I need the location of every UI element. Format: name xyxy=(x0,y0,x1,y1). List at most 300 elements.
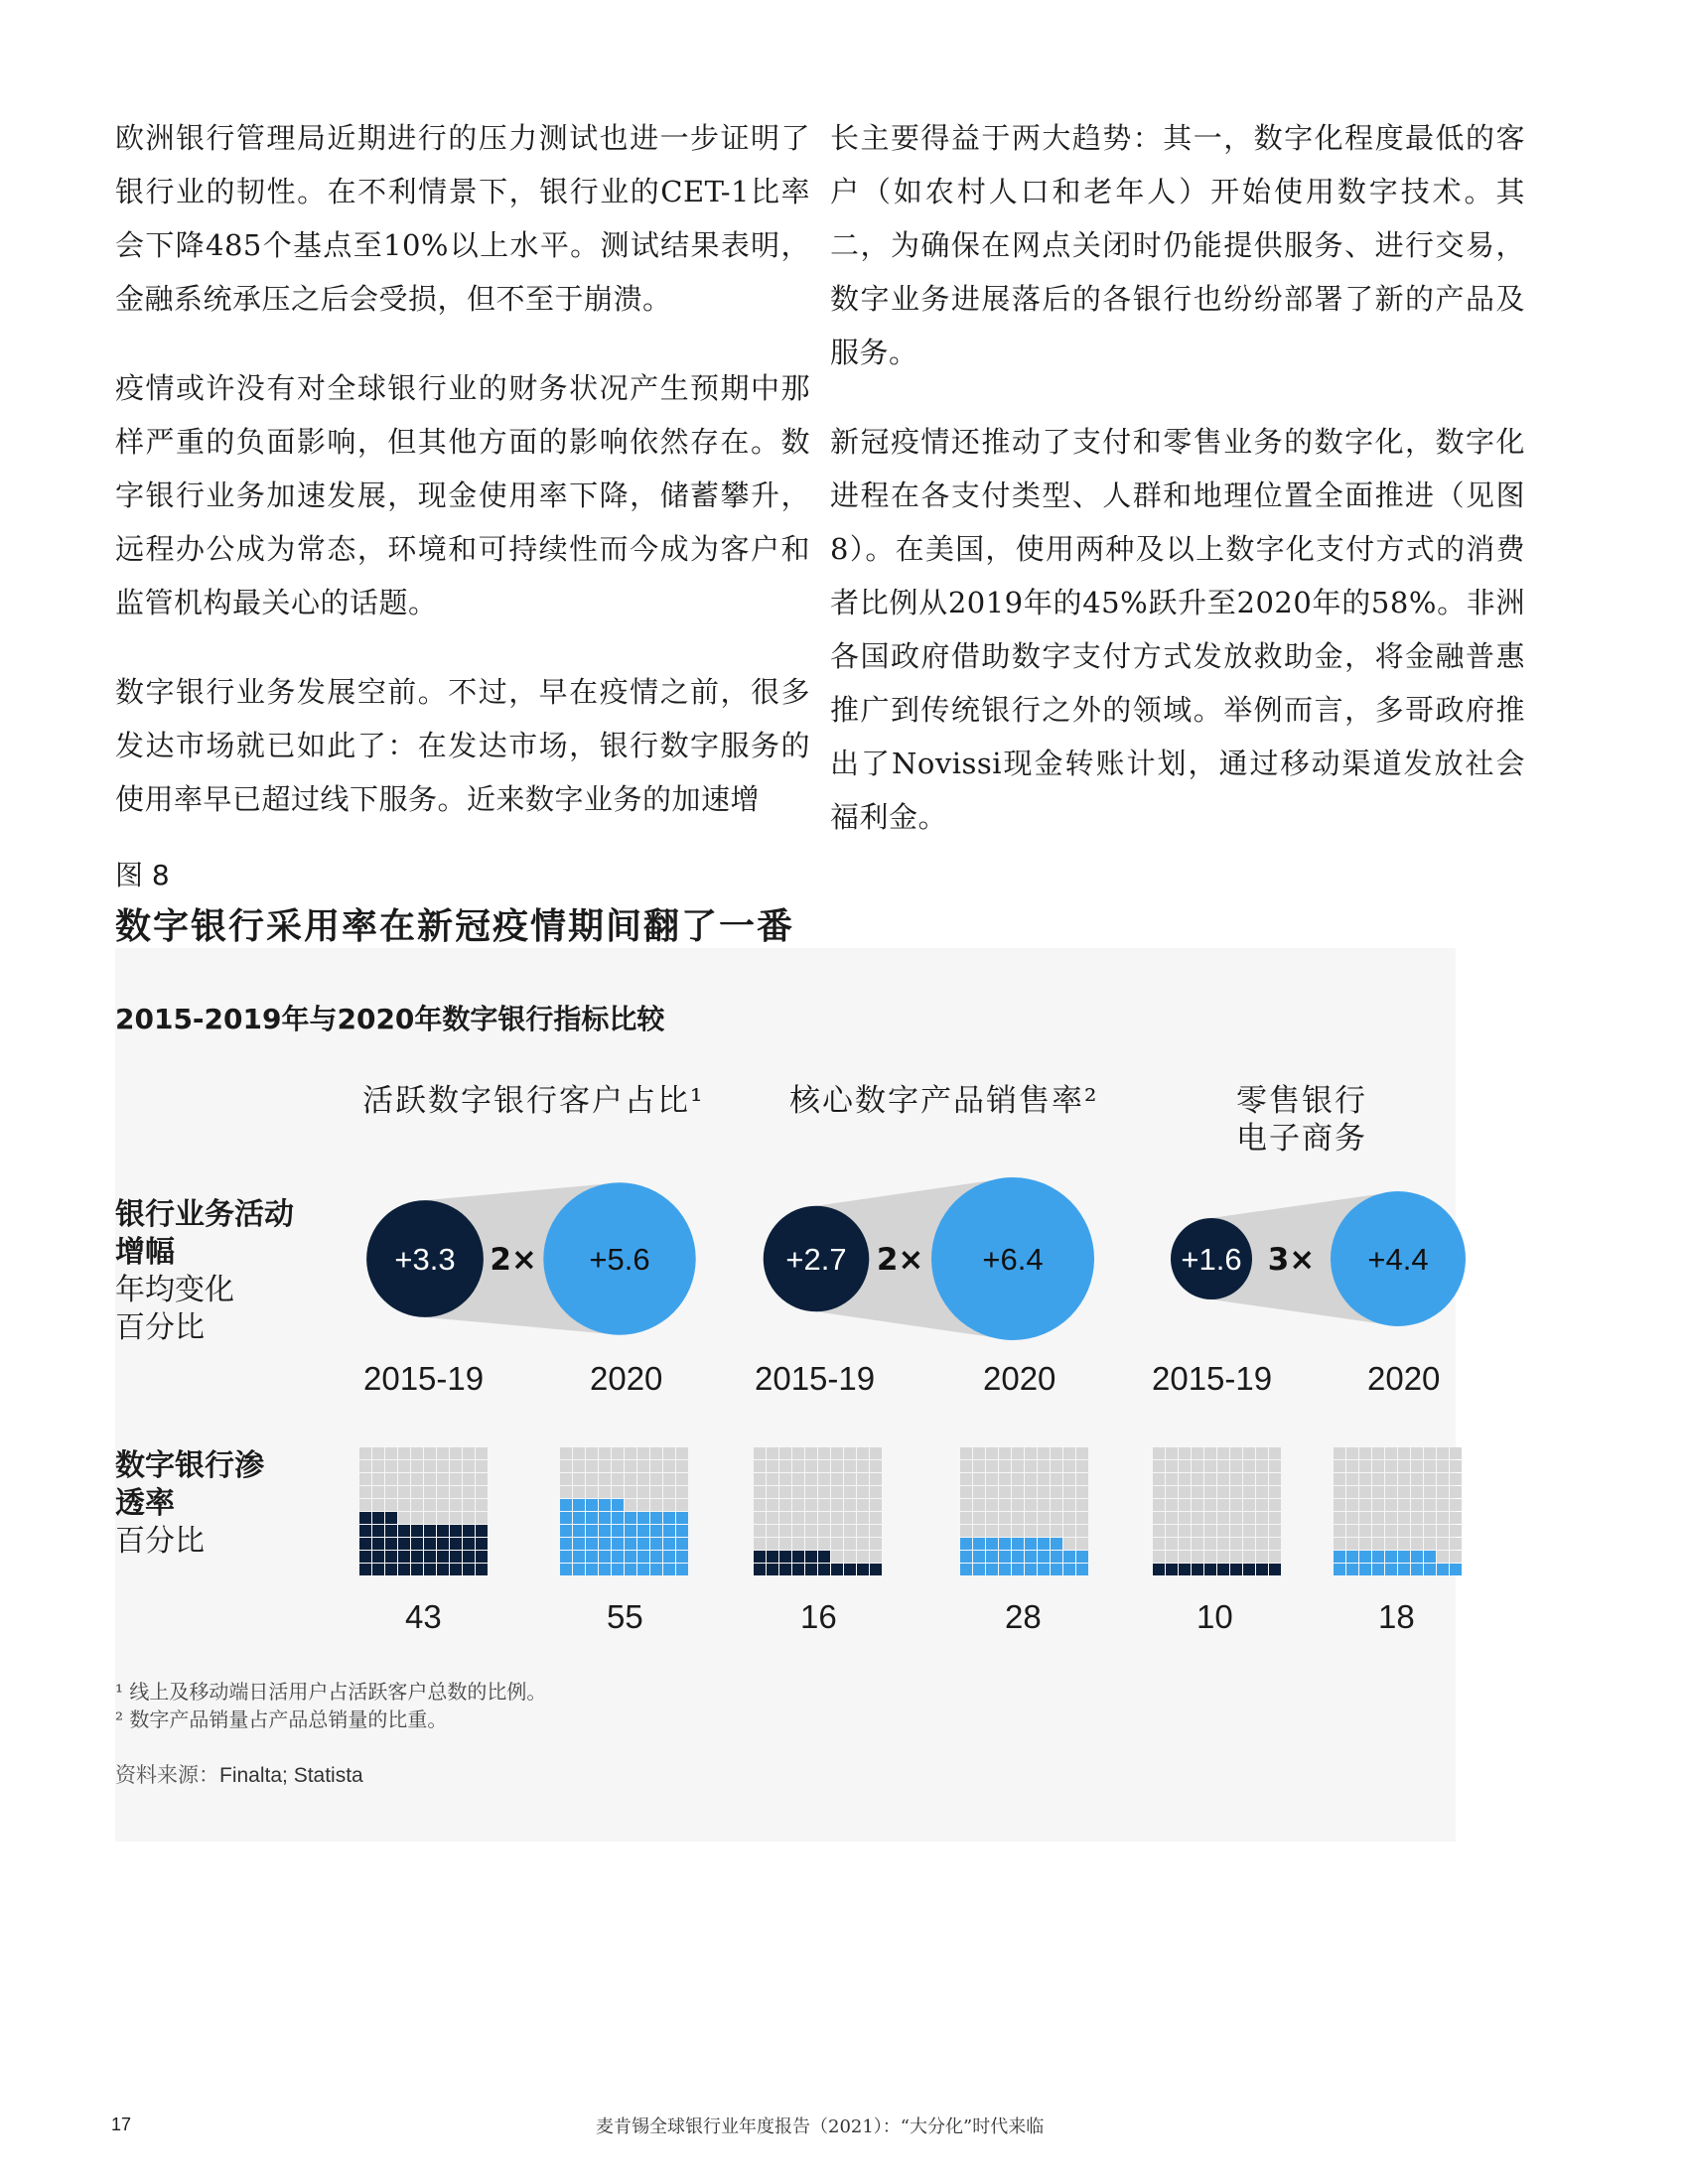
waffle-cell-empty xyxy=(1385,1499,1397,1511)
waffle-cell-empty xyxy=(560,1486,572,1498)
waffle-cell-empty xyxy=(1243,1473,1255,1485)
waffle-cell-filled xyxy=(411,1538,423,1550)
waffle-cell-empty xyxy=(411,1512,423,1524)
waffle-cell-empty xyxy=(1063,1499,1075,1511)
waffle-cell-filled xyxy=(637,1512,649,1524)
waffle-cell-filled xyxy=(612,1564,624,1575)
waffle-cell-empty xyxy=(818,1499,830,1511)
waffle-cell-empty xyxy=(792,1525,804,1537)
waffle-cell-filled xyxy=(1012,1538,1024,1550)
waffle-cell-empty xyxy=(805,1499,817,1511)
waffle-cell-empty xyxy=(1372,1499,1384,1511)
chart-subtitle: 2015-2019年与2020年数字银行指标比较 xyxy=(115,1003,665,1035)
waffle-cell-empty xyxy=(973,1460,985,1472)
waffle-cell-empty xyxy=(857,1460,869,1472)
waffle-cell-empty xyxy=(870,1538,882,1550)
waffle-cell-empty xyxy=(1385,1486,1397,1498)
waffle-cell-empty xyxy=(1359,1499,1371,1511)
waffle-cell-empty xyxy=(779,1473,791,1485)
source-names: Finalta; Statista xyxy=(219,1764,363,1787)
waffle-cell-empty xyxy=(1179,1538,1191,1550)
row-label-bold: 透率 xyxy=(115,1486,175,1521)
waffle-cell-filled xyxy=(599,1564,611,1575)
waffle-cell-filled xyxy=(424,1564,436,1575)
waffle-cell-filled xyxy=(463,1564,475,1575)
waffle-cell-empty xyxy=(586,1460,598,1472)
waffle-cell-empty xyxy=(805,1460,817,1472)
growth-value-label: +3.3 xyxy=(394,1242,456,1277)
waffle-cell-filled xyxy=(986,1564,998,1575)
waffle-cell-filled xyxy=(1437,1564,1449,1575)
waffle-cell-empty xyxy=(1012,1460,1024,1472)
header-line: 零售银行 xyxy=(1236,1083,1367,1119)
waffle-cell-empty xyxy=(1192,1460,1203,1472)
waffle-cell-empty xyxy=(870,1473,882,1485)
waffle-cell-filled xyxy=(424,1551,436,1563)
waffle-cell-empty xyxy=(1359,1460,1371,1472)
waffle-cell-empty xyxy=(779,1538,791,1550)
waffle-cell-empty xyxy=(960,1460,972,1472)
waffle-cell-empty xyxy=(986,1460,998,1472)
waffle-cell-empty xyxy=(960,1525,972,1537)
waffle-cell-empty xyxy=(1038,1499,1050,1511)
waffle-cell-filled xyxy=(1076,1564,1088,1575)
waffle-cell-empty xyxy=(986,1499,998,1511)
waffle-cell-empty xyxy=(1204,1447,1216,1459)
waffle-cell-empty xyxy=(1025,1447,1037,1459)
waffle-cell-filled xyxy=(385,1564,397,1575)
waffle-cell-empty xyxy=(1166,1551,1178,1563)
waffle-cell-empty xyxy=(870,1499,882,1511)
waffle-cell-filled xyxy=(1025,1564,1037,1575)
row-label-penetration xyxy=(115,1447,264,1561)
row-label-bold: 增幅 xyxy=(115,1235,175,1270)
waffle-cell-empty xyxy=(754,1460,766,1472)
waffle-cell-empty xyxy=(1256,1525,1268,1537)
waffle-cell-empty xyxy=(792,1486,804,1498)
footnote: ¹ 线上及移动端日活用户占活跃客户总数的比例。 xyxy=(115,1680,547,1704)
waffle-cell-filled xyxy=(663,1538,675,1550)
waffle-cell-filled xyxy=(1359,1551,1371,1563)
waffle-cell-filled xyxy=(586,1551,598,1563)
waffle-cell-empty xyxy=(1025,1512,1037,1524)
waffle-cell-filled xyxy=(1334,1551,1345,1563)
waffle-cell-empty xyxy=(663,1473,675,1485)
header-line: 核心数字产品销售率² xyxy=(789,1083,1099,1119)
waffle-cell-filled xyxy=(372,1564,384,1575)
waffle-cell-empty xyxy=(1166,1447,1178,1459)
waffle-cell-empty xyxy=(1153,1512,1165,1524)
waffle-cell-filled xyxy=(1424,1551,1436,1563)
waffle-cell-empty xyxy=(1411,1486,1423,1498)
waffle-cell-empty xyxy=(1398,1460,1410,1472)
waffle-cell-empty xyxy=(986,1512,998,1524)
waffle-cell-empty xyxy=(1230,1460,1242,1472)
waffle-cell-filled xyxy=(385,1512,397,1524)
waffle-cell-empty xyxy=(754,1538,766,1550)
waffle-cell-empty xyxy=(625,1447,636,1459)
waffle-cell-empty xyxy=(844,1499,856,1511)
waffle-cell-empty xyxy=(450,1512,462,1524)
waffle-cell-filled xyxy=(1359,1564,1371,1575)
waffle-cell-empty xyxy=(792,1512,804,1524)
waffle-cell-filled xyxy=(586,1525,598,1537)
waffle-cell-empty xyxy=(844,1473,856,1485)
waffle-cell-filled xyxy=(450,1538,462,1550)
waffle-cell-empty xyxy=(818,1538,830,1550)
waffle-cell-empty xyxy=(586,1473,598,1485)
waffle-cell-empty xyxy=(372,1486,384,1498)
waffle-cell-empty xyxy=(1372,1525,1384,1537)
waffle-cell-empty xyxy=(1166,1460,1178,1472)
waffle-cell-empty xyxy=(1230,1538,1242,1550)
waffle-cell-filled xyxy=(779,1564,791,1575)
waffle-cell-empty xyxy=(411,1486,423,1498)
waffle-cell-empty xyxy=(767,1525,778,1537)
waffle-cell-filled xyxy=(818,1564,830,1575)
waffle-cell-empty xyxy=(792,1460,804,1472)
waffle-cell-filled xyxy=(870,1564,882,1575)
waffle-cell-empty xyxy=(1450,1551,1462,1563)
waffle-cell-filled xyxy=(1411,1564,1423,1575)
waffle-cell-empty xyxy=(767,1473,778,1485)
waffle-cell-filled xyxy=(385,1538,397,1550)
waffle-cell-empty xyxy=(1217,1512,1229,1524)
waffle-cell-empty xyxy=(767,1460,778,1472)
waffle-cell-filled xyxy=(385,1551,397,1563)
waffle-cell-empty xyxy=(1076,1538,1088,1550)
waffle-cell-empty xyxy=(612,1460,624,1472)
waffle-cell-filled xyxy=(359,1564,371,1575)
waffle-cell-empty xyxy=(831,1499,843,1511)
waffle-cell-empty xyxy=(1076,1525,1088,1537)
waffle-cell-empty xyxy=(870,1512,882,1524)
growth-value-label: +1.6 xyxy=(1181,1242,1242,1277)
waffle-cell-filled xyxy=(476,1551,488,1563)
waffle-cell-filled xyxy=(450,1551,462,1563)
multiplier-label: 2× xyxy=(490,1242,537,1278)
waffle-cell-filled xyxy=(424,1525,436,1537)
paragraph: 数字银行业务发展空前。不过，早在疫情之前，很多发达市场就已如此了：在发达市场，银行数字服务的使用率早已超过线下服务。近来数字业务的加速增 xyxy=(115,675,810,816)
waffle-cell-empty xyxy=(1346,1473,1358,1485)
waffle-cell-filled xyxy=(573,1512,585,1524)
waffle-cell-empty xyxy=(1204,1538,1216,1550)
waffle-cell-empty xyxy=(1424,1499,1436,1511)
waffle-cell-empty xyxy=(1153,1551,1165,1563)
waffle-cell-filled xyxy=(676,1525,688,1537)
waffle-cell-filled xyxy=(1450,1564,1462,1575)
waffle-cell-empty xyxy=(767,1486,778,1498)
waffle-cell-filled xyxy=(1051,1564,1062,1575)
waffle-cell-empty xyxy=(805,1473,817,1485)
waffle-cell-empty xyxy=(424,1460,436,1472)
waffle-cell-filled xyxy=(612,1525,624,1537)
waffle-cell-filled xyxy=(437,1551,449,1563)
waffle-cell-empty xyxy=(1192,1499,1203,1511)
waffle-cell-empty xyxy=(1398,1525,1410,1537)
waffle-cell-empty xyxy=(973,1486,985,1498)
waffle-cell-empty xyxy=(398,1486,410,1498)
waffle-cell-empty xyxy=(960,1447,972,1459)
waffle-cell-empty xyxy=(1153,1525,1165,1537)
waffle-cell-empty xyxy=(1334,1447,1345,1459)
waffle-cell-empty xyxy=(637,1486,649,1498)
waffle-cell-empty xyxy=(1025,1499,1037,1511)
period-label: 2020 xyxy=(590,1360,663,1397)
waffle-cell-empty xyxy=(437,1499,449,1511)
waffle-cell-empty xyxy=(1424,1486,1436,1498)
waffle-cell-empty xyxy=(398,1499,410,1511)
waffle-cell-empty xyxy=(1217,1538,1229,1550)
waffle-cell-empty xyxy=(1192,1525,1203,1537)
waffle-cell-empty xyxy=(1256,1473,1268,1485)
row-label-sub: 百分比 xyxy=(115,1310,205,1345)
waffle-cell-empty xyxy=(1269,1551,1281,1563)
waffle-cell-empty xyxy=(1012,1512,1024,1524)
waffle-cell-filled xyxy=(1038,1564,1050,1575)
waffle-cell-filled xyxy=(625,1512,636,1524)
waffle-cell-empty xyxy=(476,1486,488,1498)
waffle-cell-empty xyxy=(960,1512,972,1524)
waffle-cell-empty xyxy=(450,1499,462,1511)
waffle-cell-filled xyxy=(1243,1564,1255,1575)
waffle-cell-empty xyxy=(1012,1473,1024,1485)
waffle-cell-empty xyxy=(1437,1473,1449,1485)
waffle-cell-filled xyxy=(411,1564,423,1575)
waffle-cell-filled xyxy=(398,1564,410,1575)
waffle-cell-filled xyxy=(650,1564,662,1575)
waffle-cell-filled xyxy=(637,1564,649,1575)
waffle-cell-empty xyxy=(999,1473,1011,1485)
waffle-cell-empty xyxy=(1385,1460,1397,1472)
waffle-cell-filled xyxy=(676,1512,688,1524)
waffle-cell-empty xyxy=(1346,1460,1358,1472)
penetration-grid xyxy=(1153,1447,1282,1576)
penetration-value: 55 xyxy=(607,1598,643,1635)
waffle-cell-empty xyxy=(359,1473,371,1485)
waffle-cell-empty xyxy=(1179,1499,1191,1511)
waffle-cell-filled xyxy=(437,1564,449,1575)
waffle-cell-empty xyxy=(870,1460,882,1472)
waffle-cell-filled xyxy=(385,1525,397,1537)
waffle-cell-empty xyxy=(1437,1486,1449,1498)
waffle-cell-empty xyxy=(844,1525,856,1537)
waffle-cell-empty xyxy=(1038,1460,1050,1472)
waffle-cell-empty xyxy=(767,1447,778,1459)
waffle-cell-empty xyxy=(1256,1486,1268,1498)
waffle-cell-empty xyxy=(1269,1447,1281,1459)
waffle-cell-empty xyxy=(1334,1486,1345,1498)
waffle-cell-filled xyxy=(1166,1564,1178,1575)
waffle-cell-empty xyxy=(1256,1460,1268,1472)
waffle-cell-empty xyxy=(1076,1473,1088,1485)
waffle-cell-empty xyxy=(599,1460,611,1472)
waffle-cell-empty xyxy=(805,1538,817,1550)
waffle-cell-empty xyxy=(1012,1499,1024,1511)
waffle-cell-empty xyxy=(1038,1512,1050,1524)
waffle-cell-filled xyxy=(1012,1551,1024,1563)
waffle-cell-filled xyxy=(411,1525,423,1537)
waffle-cell-filled xyxy=(1012,1564,1024,1575)
waffle-cell-filled xyxy=(792,1564,804,1575)
waffle-cell-filled xyxy=(586,1564,598,1575)
footer-report-title: 麦肯锡全球银行业年度报告（2021）：“大分化”时代来临 xyxy=(596,2116,1045,2137)
waffle-cell-empty xyxy=(1437,1447,1449,1459)
waffle-cell-empty xyxy=(818,1460,830,1472)
waffle-cell-empty xyxy=(1346,1538,1358,1550)
waffle-cell-empty xyxy=(754,1486,766,1498)
waffle-cell-empty xyxy=(1269,1473,1281,1485)
waffle-cell-filled xyxy=(560,1525,572,1537)
waffle-cell-filled xyxy=(586,1538,598,1550)
waffle-cell-filled xyxy=(663,1525,675,1537)
waffle-cell-empty xyxy=(1038,1486,1050,1498)
waffle-cell-filled xyxy=(637,1525,649,1537)
waffle-cell-empty xyxy=(986,1447,998,1459)
waffle-cell-empty xyxy=(1256,1512,1268,1524)
waffle-cell-filled xyxy=(372,1512,384,1524)
waffle-cell-empty xyxy=(612,1473,624,1485)
waffle-cell-empty xyxy=(676,1486,688,1498)
waffle-cell-empty xyxy=(857,1525,869,1537)
waffle-cell-empty xyxy=(663,1499,675,1511)
waffle-cell-filled xyxy=(437,1525,449,1537)
paragraph: 欧洲银行管理局近期进行的压力测试也进一步证明了银行业的韧性。在不利情景下，银行业的CET-1比率会下降485个基点至10%以上水平。测试结果表明，金融系统承压之后会受损，但不至于崩溃。 xyxy=(115,121,810,316)
waffle-cell-empty xyxy=(1166,1499,1178,1511)
waffle-cell-empty xyxy=(424,1499,436,1511)
waffle-cell-filled xyxy=(437,1538,449,1550)
waffle-cell-filled xyxy=(476,1525,488,1537)
waffle-cell-empty xyxy=(857,1512,869,1524)
waffle-cell-empty xyxy=(1256,1538,1268,1550)
waffle-cell-empty xyxy=(359,1499,371,1511)
waffle-cell-empty xyxy=(999,1525,1011,1537)
waffle-cell-empty xyxy=(844,1551,856,1563)
waffle-cell-empty xyxy=(1012,1525,1024,1537)
waffle-cell-empty xyxy=(625,1460,636,1472)
waffle-cell-empty xyxy=(463,1460,475,1472)
waffle-cell-empty xyxy=(999,1460,1011,1472)
waffle-cell-filled xyxy=(398,1525,410,1537)
waffle-cell-empty xyxy=(1359,1512,1371,1524)
waffle-cell-empty xyxy=(676,1460,688,1472)
waffle-cell-empty xyxy=(1204,1525,1216,1537)
waffle-cell-empty xyxy=(1450,1447,1462,1459)
waffle-cell-empty xyxy=(560,1473,572,1485)
penetration-value: 28 xyxy=(1005,1598,1042,1635)
waffle-cell-empty xyxy=(1372,1512,1384,1524)
waffle-cell-empty xyxy=(999,1486,1011,1498)
waffle-cell-empty xyxy=(1166,1473,1178,1485)
waffle-cell-filled xyxy=(612,1551,624,1563)
waffle-cell-filled xyxy=(625,1525,636,1537)
waffle-cell-filled xyxy=(844,1564,856,1575)
waffle-cell-empty xyxy=(1025,1473,1037,1485)
waffle-cell-filled xyxy=(1346,1564,1358,1575)
waffle-cell-empty xyxy=(463,1486,475,1498)
waffle-cell-filled xyxy=(573,1499,585,1511)
penetration-value: 16 xyxy=(800,1598,837,1635)
waffle-cell-empty xyxy=(625,1486,636,1498)
waffle-cell-empty xyxy=(857,1447,869,1459)
waffle-cell-empty xyxy=(870,1525,882,1537)
waffle-cell-empty xyxy=(650,1486,662,1498)
waffle-cell-empty xyxy=(1063,1460,1075,1472)
waffle-cell-empty xyxy=(1051,1447,1062,1459)
waffle-cell-empty xyxy=(663,1447,675,1459)
waffle-cell-empty xyxy=(767,1538,778,1550)
waffle-cell-empty xyxy=(411,1460,423,1472)
waffle-cell-filled xyxy=(1385,1564,1397,1575)
waffle-cell-filled xyxy=(650,1538,662,1550)
waffle-cell-empty xyxy=(1179,1512,1191,1524)
waffle-cell-filled xyxy=(450,1525,462,1537)
waffle-cell-empty xyxy=(359,1447,371,1459)
waffle-cell-empty xyxy=(1398,1447,1410,1459)
waffle-cell-filled xyxy=(792,1551,804,1563)
waffle-cell-filled xyxy=(1269,1564,1281,1575)
waffle-cell-empty xyxy=(1192,1512,1203,1524)
waffle-cell-empty xyxy=(805,1512,817,1524)
waffle-cell-empty xyxy=(385,1460,397,1472)
waffle-cell-empty xyxy=(437,1460,449,1472)
waffle-cell-filled xyxy=(805,1551,817,1563)
waffle-cell-empty xyxy=(1038,1473,1050,1485)
penetration-grid xyxy=(960,1447,1089,1576)
waffle-cell-empty xyxy=(1063,1486,1075,1498)
waffle-cell-empty xyxy=(1166,1486,1178,1498)
waffle-cell-empty xyxy=(450,1473,462,1485)
waffle-cell-filled xyxy=(676,1538,688,1550)
waffle-cell-empty xyxy=(1076,1447,1088,1459)
waffle-cell-empty xyxy=(1166,1525,1178,1537)
waffle-cell-filled xyxy=(359,1551,371,1563)
waffle-cell-empty xyxy=(831,1486,843,1498)
waffle-cell-empty xyxy=(1012,1486,1024,1498)
waffle-cell-empty xyxy=(372,1447,384,1459)
waffle-cell-filled xyxy=(612,1512,624,1524)
waffle-cell-empty xyxy=(1230,1499,1242,1511)
waffle-cell-filled xyxy=(973,1551,985,1563)
waffle-cell-empty xyxy=(1346,1486,1358,1498)
waffle-cell-empty xyxy=(844,1538,856,1550)
waffle-cell-filled xyxy=(1025,1551,1037,1563)
waffle-cell-empty xyxy=(1359,1525,1371,1537)
waffle-cell-filled xyxy=(637,1551,649,1563)
waffle-cell-empty xyxy=(857,1538,869,1550)
waffle-cell-filled xyxy=(1204,1564,1216,1575)
source-line xyxy=(115,1759,363,1789)
waffle-cell-empty xyxy=(586,1486,598,1498)
waffle-cell-filled xyxy=(1334,1564,1345,1575)
waffle-cell-filled xyxy=(573,1551,585,1563)
waffle-cell-empty xyxy=(424,1512,436,1524)
waffle-cell-filled xyxy=(573,1538,585,1550)
waffle-cell-filled xyxy=(986,1538,998,1550)
waffle-cell-empty xyxy=(359,1460,371,1472)
waffle-cell-empty xyxy=(831,1512,843,1524)
waffle-cell-empty xyxy=(779,1460,791,1472)
waffle-cell-filled xyxy=(1038,1551,1050,1563)
waffle-cell-empty xyxy=(779,1499,791,1511)
growth-value-label: +2.7 xyxy=(785,1242,847,1277)
waffle-cell-empty xyxy=(1437,1460,1449,1472)
waffle-cell-empty xyxy=(450,1447,462,1459)
waffle-cell-empty xyxy=(1204,1460,1216,1472)
waffle-cell-empty xyxy=(818,1525,830,1537)
waffle-cell-empty xyxy=(573,1486,585,1498)
waffle-cell-empty xyxy=(999,1512,1011,1524)
